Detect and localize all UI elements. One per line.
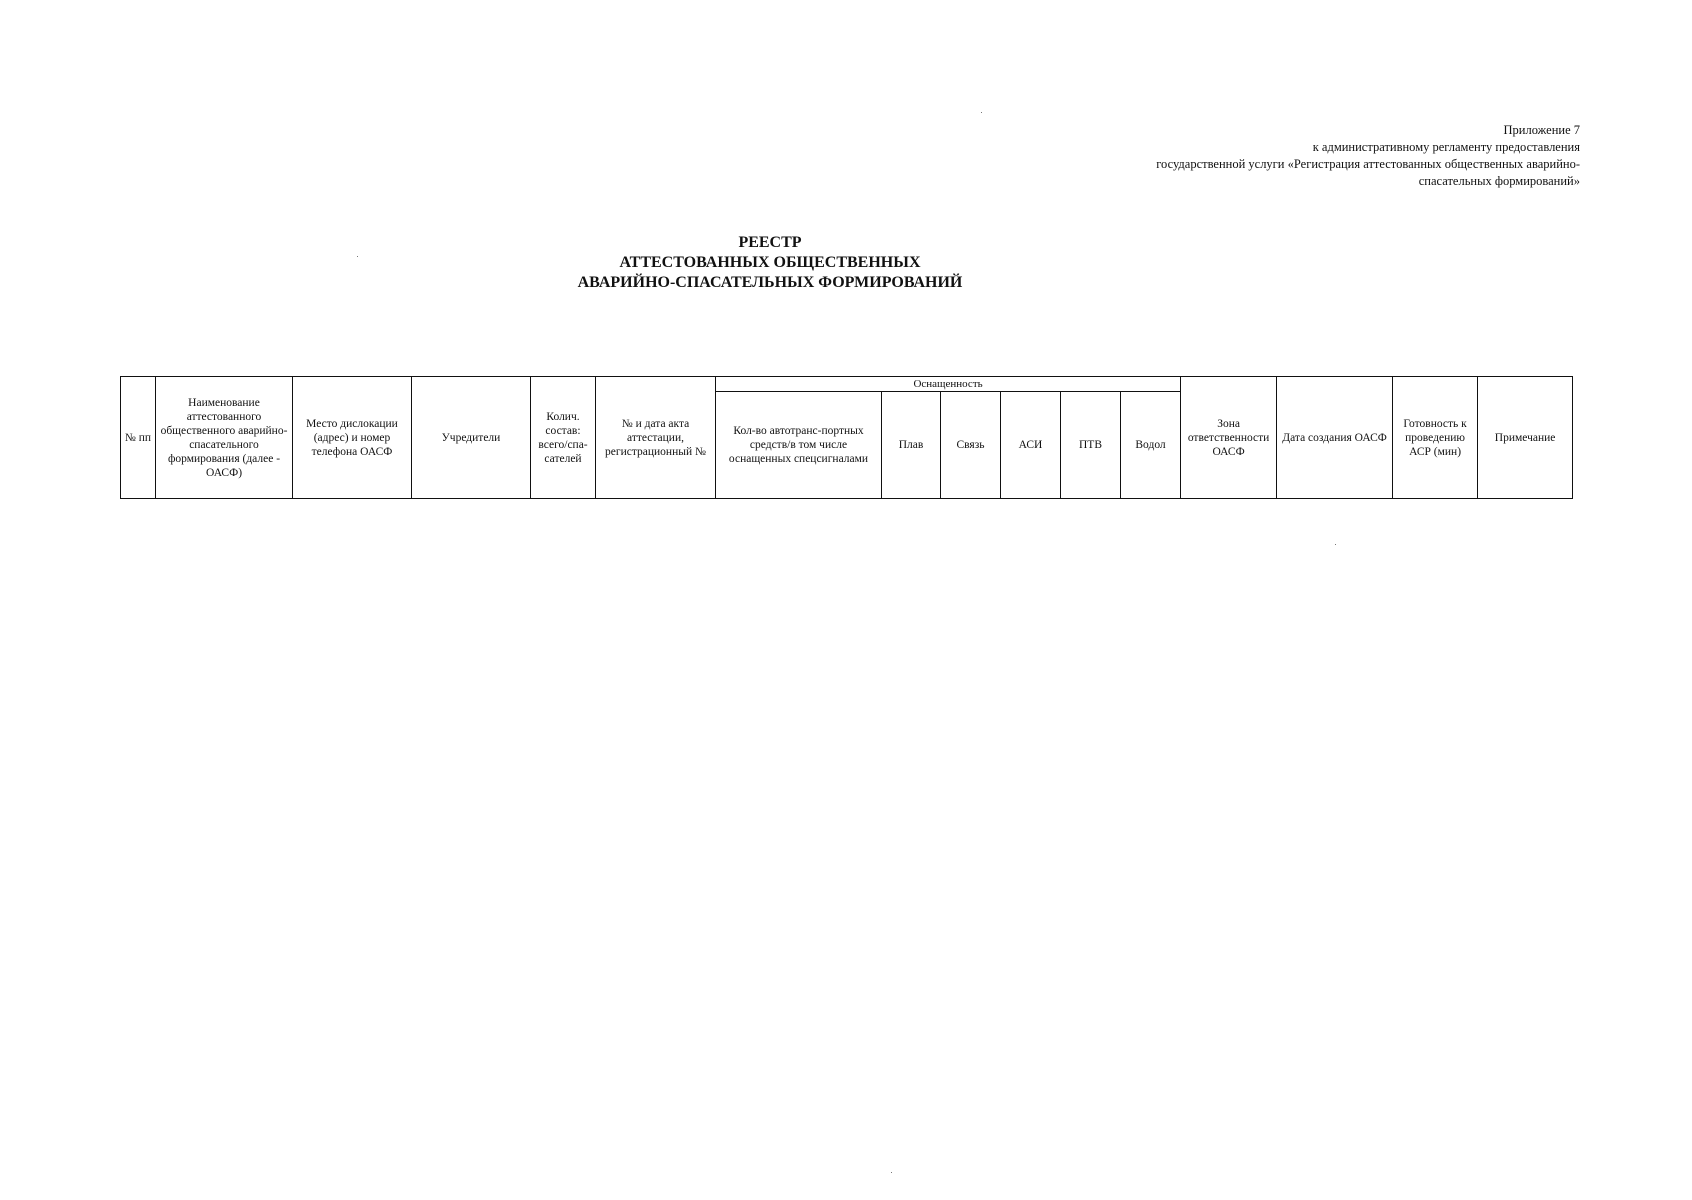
col-vehicles-header: Кол-во автотранс-портных средств/в том числе оснащенных спецсигналами	[716, 392, 882, 499]
scan-speck	[357, 256, 358, 257]
title-line-1: РЕЕСТР	[738, 234, 802, 251]
scan-speck	[1335, 544, 1336, 545]
col-location-header: Место дислокации (адрес) и номер телефона ОАСФ	[293, 377, 412, 499]
appendix-line: спасательных формирований»	[1418, 174, 1580, 188]
col-zone-header: Зона ответственности ОАСФ	[1181, 377, 1277, 499]
col-plav-header: Плав	[882, 392, 941, 499]
scan-speck	[981, 112, 982, 113]
title-line-3: АВАРИЙНО-СПАСАТЕЛЬНЫХ ФОРМИРОВАНИЙ	[577, 274, 963, 291]
col-readiness-header: Готовность к проведению АСР (мин)	[1393, 377, 1478, 499]
appendix-header	[1020, 122, 1580, 190]
col-asi-header: АСИ	[1001, 392, 1061, 499]
title-line-2: АТТЕСТОВАННЫХ ОБЩЕСТВЕННЫХ	[619, 254, 921, 271]
scan-speck	[891, 1172, 892, 1173]
col-name-header: Наименование аттестованного общественного аварийно-спасательного формирования (далее - ОАСФ)	[156, 377, 293, 499]
col-created-header: Дата создания ОАСФ	[1277, 377, 1393, 499]
col-vodol-header: Водол	[1121, 392, 1181, 499]
registry-table	[120, 376, 1573, 499]
col-act-header: № и дата акта аттестации, регистрационный №	[596, 377, 716, 499]
appendix-line: государственной услуги «Регистрация аттестованных общественных аварийно-	[1156, 157, 1580, 171]
col-note-header: Примечание	[1478, 377, 1573, 499]
appendix-line: к административному регламенту предоставления	[1312, 140, 1580, 154]
col-staff-header: Колич. состав: всего/спа-сателей	[531, 377, 596, 499]
col-number-header: № пп	[121, 377, 156, 499]
document-title	[0, 233, 1540, 293]
col-founders-header: Учредители	[412, 377, 531, 499]
col-equipment-group-header: Оснащенность	[716, 377, 1181, 392]
col-ptv-header: ПТВ	[1061, 392, 1121, 499]
col-svyaz-header: Связь	[941, 392, 1001, 499]
appendix-number: Приложение 7	[1503, 123, 1580, 137]
